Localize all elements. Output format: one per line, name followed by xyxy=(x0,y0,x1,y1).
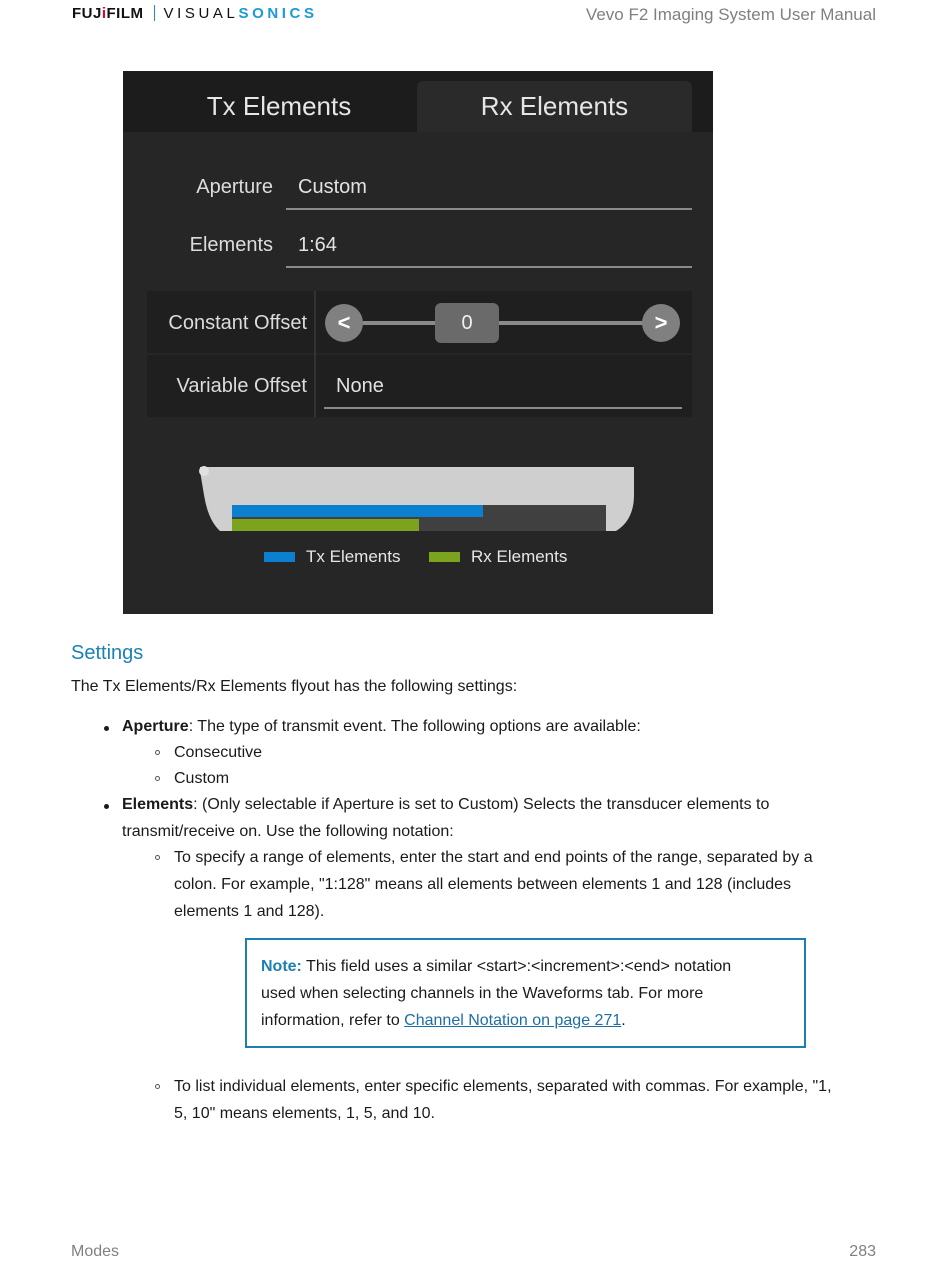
logo-fujifilm: FUJiFILM xyxy=(72,4,144,22)
note-text-1: This field uses a similar <start>:<increment>:<end> notation xyxy=(301,958,732,975)
aperture-term: Aperture xyxy=(122,718,189,735)
logo-visual: VISUAL xyxy=(163,4,239,22)
range-line-3: elements 1 and 128). xyxy=(174,903,325,920)
sub-bullet-dot xyxy=(155,776,160,781)
note-line-3 xyxy=(261,1007,791,1034)
aperture-field-underline xyxy=(286,208,692,210)
tab-bar xyxy=(123,71,713,132)
elements-desc-1: : (Only selectable if Aperture is set to Custom) Selects the transducer elements to xyxy=(193,796,770,813)
footer-section: Modes xyxy=(71,1243,120,1260)
elements-label: Elements xyxy=(189,234,273,256)
legend-rx-label: Rx Elements xyxy=(471,547,568,566)
intro-text: The Tx Elements/Rx Elements flyout has the following settings: xyxy=(71,678,518,695)
list-line-1: To list individual elements, enter specific elements, separated with commas. For example, "1, xyxy=(174,1078,832,1095)
transducer-edge xyxy=(199,466,209,476)
range-line-1: To specify a range of elements, enter the start and end points of the range, separated by a xyxy=(174,849,813,866)
legend-rx-swatch xyxy=(429,552,460,562)
tab-tx-elements[interactable]: Tx Elements xyxy=(206,91,352,121)
elements-item-line-2: transmit/receive on. Use the following notation: xyxy=(122,823,454,840)
constant-offset-value[interactable]: 0 xyxy=(435,303,499,343)
note-line-2: used when selecting channels in the Waveforms tab. For more xyxy=(261,985,704,1002)
aperture-option-custom: Custom xyxy=(174,770,230,787)
elements-term: Elements xyxy=(122,796,194,813)
sub-bullet-dot xyxy=(155,1084,160,1089)
transducer-element-diagram xyxy=(198,465,638,535)
note-period: . xyxy=(621,1012,626,1029)
note-text xyxy=(261,953,791,1034)
elements-field-underline xyxy=(286,266,692,268)
legend-tx xyxy=(264,547,400,567)
range-line-2: colon. For example, "1:128" means all elements between elements 1 and 128 (includes xyxy=(174,876,792,893)
aperture-option-consecutive: Consecutive xyxy=(174,744,263,761)
logo-sonics: SONICS xyxy=(238,4,318,22)
constant-offset-label: Constant Offset xyxy=(168,312,307,334)
list-line-2: 5, 10" means elements, 1, 5, and 10. xyxy=(174,1105,435,1122)
elements-flyout-screenshot xyxy=(123,71,713,614)
footer-page-number: 283 xyxy=(849,1243,876,1260)
aperture-label: Aperture xyxy=(196,176,273,198)
manual-title: Vevo F2 Imaging System User Manual xyxy=(585,5,876,24)
chevron-left-icon[interactable]: < xyxy=(325,304,363,342)
channel-notation-link[interactable]: Channel Notation on page 271 xyxy=(404,1012,622,1029)
rx-elements-bar xyxy=(232,519,419,531)
variable-offset-field[interactable]: None xyxy=(336,375,384,397)
note-lead: Note: xyxy=(261,958,302,975)
bullet-dot xyxy=(104,804,109,809)
aperture-field[interactable]: Custom xyxy=(298,176,367,198)
note-text-3: information, refer to xyxy=(261,1012,405,1029)
tx-elements-bar xyxy=(232,505,483,517)
chevron-right-icon[interactable]: > xyxy=(642,304,680,342)
variable-offset-underline xyxy=(324,407,682,409)
elements-field[interactable]: 1:64 xyxy=(298,234,337,256)
sub-bullet-dot xyxy=(155,855,160,860)
legend-rx xyxy=(429,547,567,567)
logo-divider xyxy=(154,5,155,21)
elements-item-line-1 xyxy=(122,791,769,818)
bullet-dot xyxy=(104,726,109,731)
fujifilm-visualsonics-logo xyxy=(72,4,318,22)
tab-rx-elements[interactable]: Rx Elements xyxy=(417,81,692,132)
sub-bullet-dot xyxy=(155,750,160,755)
settings-heading: Settings xyxy=(71,642,144,664)
aperture-item xyxy=(122,713,641,740)
variable-offset-label: Variable Offset xyxy=(176,375,307,397)
offset-column-divider xyxy=(314,291,316,417)
legend-tx-label: Tx Elements xyxy=(306,547,401,566)
legend-tx-swatch xyxy=(264,552,295,562)
note-box xyxy=(245,938,806,1048)
note-line-1 xyxy=(261,953,791,980)
constant-offset-slider-track[interactable] xyxy=(363,321,643,325)
aperture-desc: : The type of transmit event. The following options are available: xyxy=(188,718,641,735)
